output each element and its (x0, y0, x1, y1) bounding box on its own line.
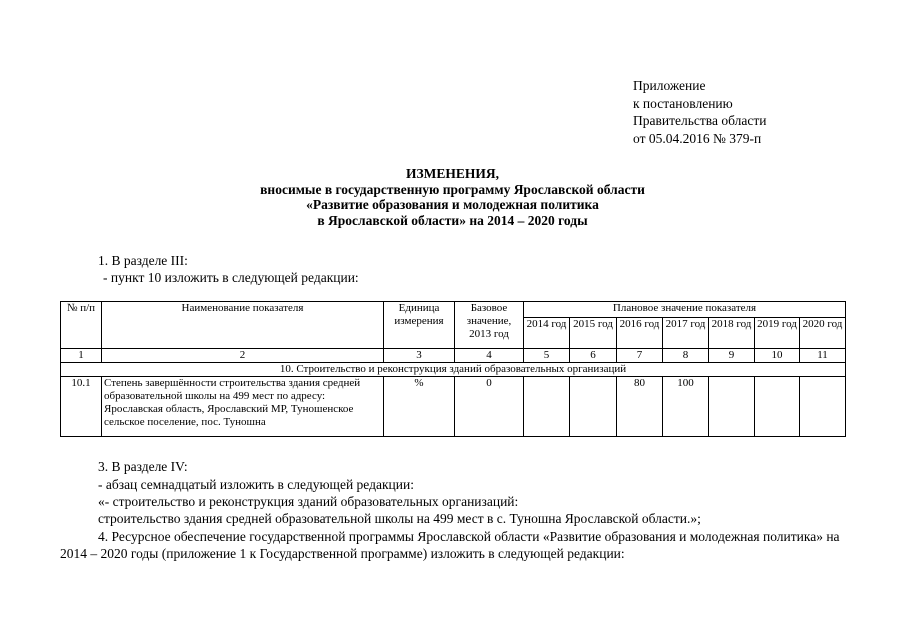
row-value-2014 (524, 377, 570, 437)
indicator-table (60, 301, 846, 437)
section3-line1: - абзац семнадцатый изложить в следующей редакции: (98, 477, 414, 492)
row-base-value: 0 (455, 377, 524, 437)
title-line: ИЗМЕНЕНИЯ, (405, 166, 499, 181)
header-year: 2014 год (524, 318, 570, 349)
header-year: 2016 год (617, 318, 663, 349)
section3-line3: строительство здания средней образовательной школы на 499 мест в с. Туношна Ярославской области.»; (98, 511, 701, 526)
col-number: 9 (709, 349, 755, 363)
appendix-line: от 05.04.2016 № 379-п (633, 130, 762, 146)
row-value-2017: 100 (663, 377, 709, 437)
appendix-line: Приложение (633, 78, 706, 93)
appendix-line: к постановлению (633, 95, 733, 111)
row-num: 10.1 (61, 377, 102, 437)
section1-heading: 1. В разделе III: (98, 253, 188, 268)
section3-line2: «- строительство и реконструкция зданий образовательных организаций: (98, 494, 519, 509)
row-value-2019 (755, 377, 800, 437)
row-value-2020 (800, 377, 846, 437)
header-base: Базовое значение, 2013 год (455, 302, 524, 349)
header-year: 2018 год (709, 318, 755, 349)
col-number: 4 (455, 349, 524, 363)
row-value-2018 (709, 377, 755, 437)
col-number: 10 (755, 349, 800, 363)
header-year: 2015 год (570, 318, 617, 349)
header-year: 2019 год (755, 318, 800, 349)
row-unit: % (384, 377, 455, 437)
header-year: 2020 год (800, 318, 846, 349)
row-value-2016: 80 (617, 377, 663, 437)
col-number: 6 (570, 349, 617, 363)
col-number: 7 (617, 349, 663, 363)
header-planned: Плановое значение показателя (524, 302, 846, 318)
title-line: «Развитие образования и молодежная политика (306, 197, 599, 212)
col-number: 5 (524, 349, 570, 363)
header-year: 2017 год (663, 318, 709, 349)
table-row (61, 377, 846, 437)
section3-heading: 3. В разделе IV: (98, 459, 188, 474)
col-number: 2 (102, 349, 384, 363)
title-line: в Ярославской области» на 2014 – 2020 годы (317, 212, 588, 228)
row-indicator-name: Степень завершённости строительства здания средней образовательной школы на 499 мест по адресу: Ярославская область, Ярославский МР, Туношенское сельское поселение, пос. Туношна (102, 377, 384, 437)
col-number: 8 (663, 349, 709, 363)
section4-paragraph: 4. Ресурсное обеспечение государственной программы Ярославской области «Развитие образования и молодежная политика» на 2014 – 2020 годы (приложение 1 к Государственной программе) изложить в следующей редакции: (60, 529, 840, 561)
col-number: 11 (800, 349, 846, 363)
header-name: Наименование показателя (102, 302, 384, 349)
document-title (0, 166, 905, 228)
row-value-2015 (570, 377, 617, 437)
header-num: № п/п (61, 302, 102, 349)
section1-instruction: - пункт 10 изложить в следующей редакции: (103, 270, 359, 285)
col-number: 3 (384, 349, 455, 363)
table-section-title: 10. Строительство и реконструкция зданий образовательных организаций (61, 363, 846, 377)
title-line: вносимые в государственную программу Ярославской области (260, 181, 645, 197)
header-unit: Единица измерения (384, 302, 455, 349)
appendix-block (633, 77, 766, 147)
col-number: 1 (61, 349, 102, 363)
appendix-line: Правительства области (633, 113, 767, 128)
